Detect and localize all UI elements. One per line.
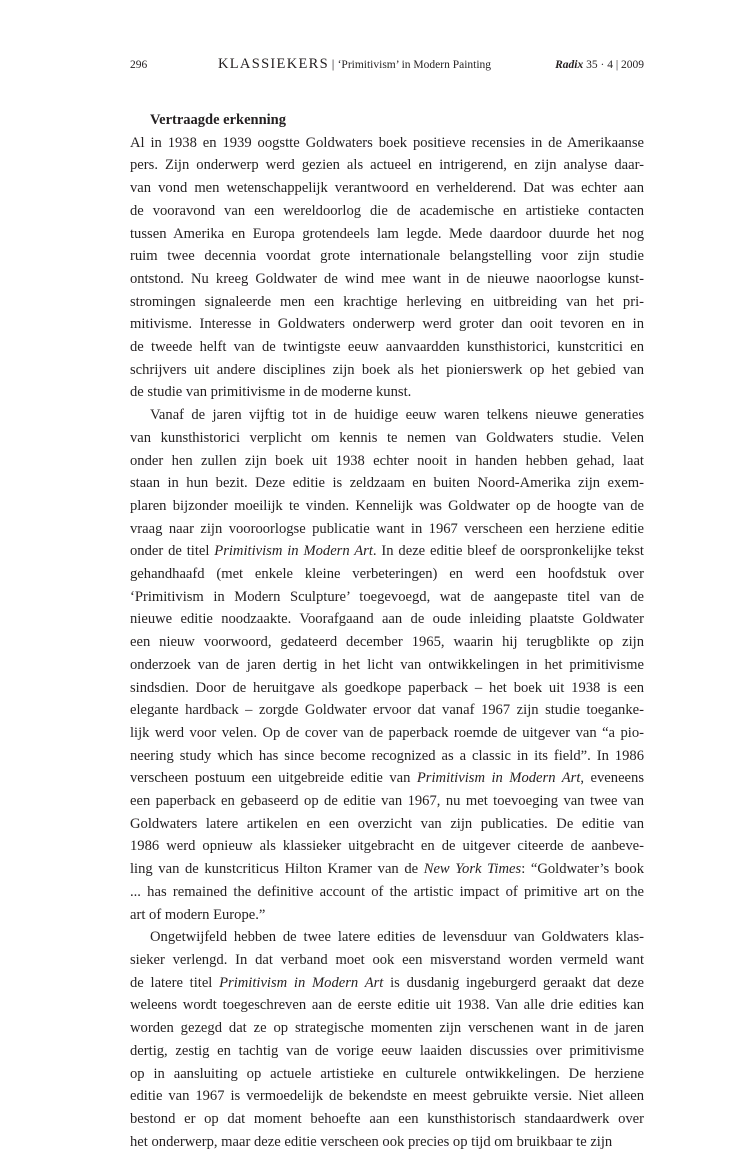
text-segment: sieker verlengd. In dat verband moet ook een misverstand worden vermeld want <box>130 952 644 968</box>
text-segment: weleens wordt toegeschreven aan de eerste editie uit 1938. Van alle drie edities kan <box>130 997 644 1014</box>
text-segment: lijk werd voor velen. Op de cover van de paperback roemde de uitgever van “a pio- <box>130 724 644 741</box>
text-segment: bestond er op dat moment behoefte aan een kunsthistorisch standaardwerk over <box>130 1110 644 1127</box>
text-segment: de latere titel <box>130 974 220 991</box>
text-line <box>130 790 644 813</box>
text-segment: editie van 1967 is vermoedelijk de bekendste en meest gebruikte versie. Niet alleen <box>130 1088 644 1105</box>
text-segment: , eveneens <box>580 770 644 787</box>
text-segment: de vooravond van een wereldoorlog die de academische en artistieke contacten <box>130 202 644 219</box>
text-segment: gehandhaafd (met enkele kleine verbeteringen) en werd een hoofdstuk over <box>130 566 644 583</box>
text-line <box>130 359 644 382</box>
text-line <box>130 1108 644 1131</box>
text-segment: art of modern Europe.” <box>130 906 266 923</box>
text-line <box>130 404 644 427</box>
text-line <box>130 336 644 359</box>
text-segment: Ongetwijfeld hebben de twee latere edities de levensduur van Goldwaters klas- <box>150 929 644 946</box>
text-line <box>130 926 644 949</box>
issue-info: 35 · 4 | 2009 <box>586 59 644 71</box>
text-line <box>130 654 644 677</box>
section-heading: Vertraagde erkenning <box>150 112 286 128</box>
text-segment: Al in 1938 en 1939 oogstte Goldwaters boek positieve recensies in de Amerikaanse <box>130 134 644 151</box>
text-line <box>130 813 644 836</box>
text-line <box>130 858 644 881</box>
separator: | <box>331 56 335 71</box>
text-segment: sindsdien. Door de heruitgave als goedkope paperback – het boek uit 1938 is een <box>130 679 644 696</box>
text-segment: de tweede helft van de twintigste eeuw aanvaardden kunsthistorici, kunstcritici en <box>130 339 644 356</box>
text-segment: Vanaf de jaren vijftig tot in de huidige eeuw waren telkens nieuwe generaties <box>150 407 644 424</box>
text-line <box>130 154 644 177</box>
text-segment: van vond men wetenschappelijk verantwoord en verhelderend. Dat was echter aan <box>130 180 644 197</box>
text-line <box>130 881 644 904</box>
text-segment: ontstond. Nu kreeg Goldwater de wind mee want in de nieuwe naoorlogse kunst- <box>130 270 644 287</box>
text-segment: vraag naar zijn vooroorlogse publicatie want in 1967 verscheen een herziene editie <box>130 520 644 537</box>
text-segment: verscheen postuum een uitgebreide editie van <box>130 770 417 787</box>
text-segment: stromingen signaleerde men een krachtige herleving en uitbreiding van het pri- <box>130 293 644 310</box>
text-segment: pers. Zijn onderwerp werd gezien als actueel en intrigerend, en zijn analyse daar- <box>130 157 644 174</box>
text-line <box>130 677 644 700</box>
italic-title: New York Times <box>423 861 522 878</box>
text-segment: neering study which has since become recognized as a classic in its field”. In 1986 <box>130 747 644 764</box>
text-line <box>130 450 644 473</box>
text-segment: 1986 werd opnieuw als klassieker uitgebracht en de uitgever citeerde de aanbeve- <box>130 838 644 855</box>
text-line <box>130 994 644 1017</box>
text-segment: tussen Amerika en Europa grotendeels lam legde. Mede daardoor duurde het nog <box>130 225 644 242</box>
text-segment: onder hen zullen zijn boek uit 1938 echter nooit in handen hebben gehad, laat <box>130 452 644 469</box>
article-body <box>130 109 644 1153</box>
text-line <box>130 722 644 745</box>
text-line <box>130 427 644 450</box>
paragraphs <box>130 132 644 1153</box>
text-line <box>130 268 644 291</box>
text-segment: nieuwe editie noodzaakte. Voorafgaand aan de oude inleiding plaatste Goldwater <box>130 611 644 628</box>
text-line <box>130 767 644 790</box>
article-title: ‘Primitivism’ in Modern Painting <box>337 59 492 71</box>
text-line <box>130 631 644 654</box>
text-line <box>130 972 644 995</box>
text-line <box>130 381 644 404</box>
page-number: 296 <box>130 59 148 71</box>
text-segment: ling van de kunstcriticus Hilton Kramer van de <box>130 861 424 878</box>
text-line <box>130 586 644 609</box>
text-line <box>130 200 644 223</box>
text-line <box>130 1085 644 1108</box>
text-segment: dertig, zestig en tachtig van de vorige eeuw laaiden discussies over primitivisme <box>130 1042 644 1059</box>
text-segment: het onderwerp, maar deze editie verscheen ook precies op tijd om bruikbaar te zijn <box>130 1133 613 1150</box>
section-name: KLASSIEKERS <box>218 56 329 72</box>
text-segment: Goldwaters latere artikelen en een overzicht van zijn publicaties. De editie van <box>130 815 644 832</box>
text-line <box>130 132 644 155</box>
text-segment: plaren bijzonder moeilijk te vinden. Kennelijk was Goldwater op de hoogte van de <box>130 497 644 514</box>
text-segment: staan in hun bezit. Deze editie is zeldzaam en buiten Noord-Amerika zijn exem- <box>130 475 644 492</box>
italic-title: Primitivism in Modern Art <box>219 974 384 991</box>
text-segment: . In deze editie bleef de oorspronkelijke tekst <box>372 543 644 560</box>
italic-title: Primitivism in Modern Art <box>214 543 373 560</box>
text-segment: op in aansluiting op actuele artistieke en culturele ontwikkelingen. De herziene <box>130 1065 644 1082</box>
text-segment: ... has remained the definitive account of the artistic impact of primitive art on the <box>130 883 644 900</box>
text-line <box>130 608 644 631</box>
text-line <box>130 518 644 541</box>
text-segment: een paperback en gebaseerd op de editie van 1967, nu met toevoeging van twee van <box>130 793 644 810</box>
text-segment: : “Goldwater’s book <box>521 861 644 878</box>
journal-issue <box>555 59 644 71</box>
text-segment: mitivisme. Interesse in Goldwaters onderwerp werd groter dan ooit tevoren en in <box>130 316 644 333</box>
text-line <box>130 745 644 768</box>
text-line <box>130 245 644 268</box>
text-segment: ruim twee decennia voordat grote internationale belangstelling voor zijn studie <box>130 248 644 265</box>
running-head-title <box>218 56 491 73</box>
text-line <box>130 949 644 972</box>
text-line <box>130 472 644 495</box>
text-line <box>130 223 644 246</box>
text-segment: onder de titel <box>130 543 215 560</box>
text-segment: worden gezegd dat ze op strategische momenten zijn verschenen want in de jaren <box>130 1020 644 1037</box>
text-line <box>130 1017 644 1040</box>
text-segment: de studie van primitivisme in de moderne kunst. <box>130 384 412 401</box>
text-line <box>130 699 644 722</box>
text-line <box>130 1063 644 1086</box>
text-segment: van kunsthistorici verplicht om kennis te nemen van Goldwaters studie. Velen <box>130 429 644 446</box>
journal-name: Radix <box>555 59 584 71</box>
text-line <box>130 563 644 586</box>
text-line <box>130 291 644 314</box>
text-segment: schrijvers uit andere disciplines zijn boek als het pionierswerk op het gebied van <box>130 361 644 378</box>
text-line <box>130 835 644 858</box>
text-line <box>130 313 644 336</box>
text-segment: is dusdanig ingeburgerd geraakt dat deze <box>383 974 644 991</box>
running-head <box>130 56 644 76</box>
text-line <box>130 1131 644 1153</box>
text-segment: onderzoek van de jaren dertig in het licht van ontwikkelingen in het primitivisme <box>130 656 644 673</box>
text-segment: ‘Primitivism in Modern Sculpture’ toegevoegd, wat de aangepaste titel van de <box>130 588 644 605</box>
italic-title: Primitivism in Modern Art <box>416 770 581 787</box>
text-line <box>130 540 644 563</box>
text-line <box>130 495 644 518</box>
text-segment: elegante hardback – zorgde Goldwater ervoor dat vanaf 1967 zijn studie toeganke- <box>130 702 644 719</box>
text-line <box>130 904 644 927</box>
text-line <box>130 177 644 200</box>
text-line <box>130 1040 644 1063</box>
text-segment: een nieuw voorwoord, gedateerd december 1965, waarin hij terugblikte op zijn <box>130 634 644 651</box>
